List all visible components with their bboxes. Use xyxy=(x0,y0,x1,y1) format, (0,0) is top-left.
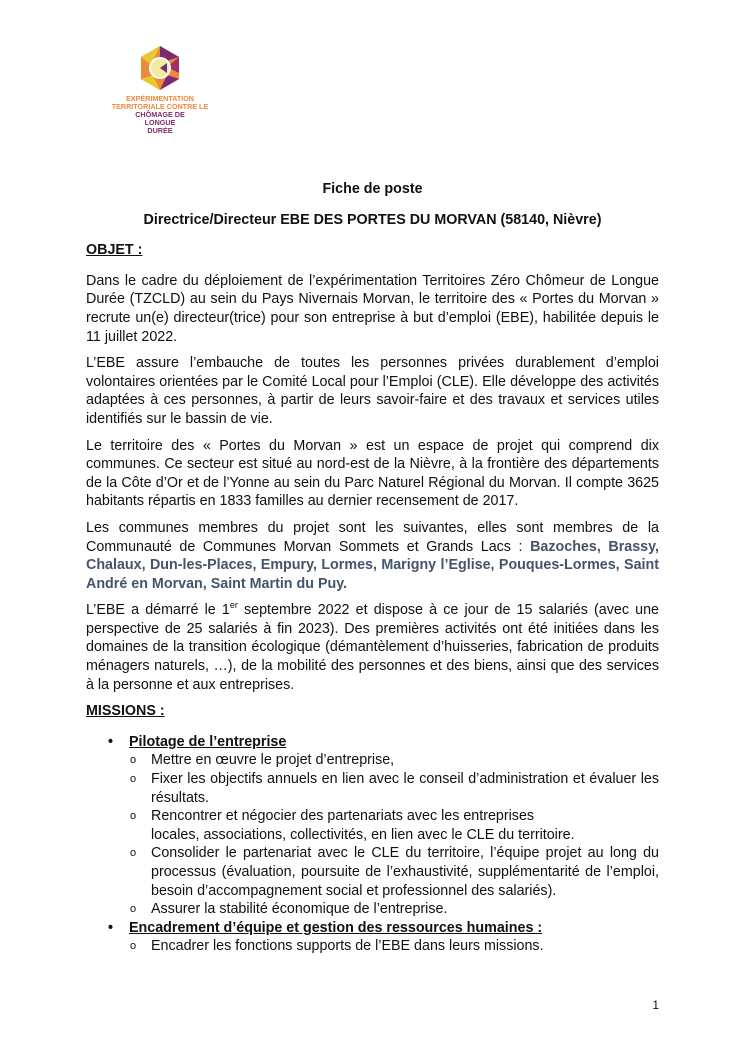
mission-item: o Rencontrer et négocier des partenariats avec les entreprises locales, associations, collectivités, en lien avec le CLE du territoire. xyxy=(86,807,659,844)
objet-heading: OBJET : xyxy=(86,242,143,259)
paragraph-territory: Le territoire des « Portes du Morvan » est un espace de projet qui comprend dix communes. Ce secteur est situé au nord-est de la Nièvre, à la frontière des départements de la Côte d’Or et de l’Yonne au sein du Parc Naturel Régional du Morvan. Il compte 3625 habitants répartis en 1833 familles au dernier recensement de 2017. xyxy=(86,437,659,510)
hexagon-logo-icon xyxy=(137,45,183,91)
mission-item: o Mettre en œuvre le projet d’entreprise, xyxy=(86,751,659,770)
mission-item: o Fixer les objectifs annuels en lien avec le conseil d’administration et évaluer les résultats. xyxy=(86,770,659,807)
paragraph-communes xyxy=(86,519,659,593)
document-body xyxy=(86,180,659,1035)
mission-title: • Pilotage de l’entreprise xyxy=(86,733,659,752)
communes-list: Bazoches, Brassy, Chalaux, Dun-les-Places, Empury, Lormes, Marigny l’Eglise, Pouques-Lormes, Saint André en Morvan, Saint Martin du Puy. xyxy=(86,538,659,592)
activities-text-a: L’EBE a démarré le 1 xyxy=(86,602,230,619)
ordinal-suffix: er xyxy=(229,600,238,611)
logo-line: CHÔMAGE DE xyxy=(135,110,185,119)
missions-list xyxy=(86,733,659,956)
logo-line: LONGUE xyxy=(144,118,176,127)
mission-title: • Encadrement d’équipe et gestion des ressources humaines : xyxy=(86,919,659,938)
mission-item: o Consolider le partenariat avec le CLE du territoire, l’équipe projet au long du processus (évaluation, poursuite de l’exhaustivité, supplémentarité de l’emploi, besoin d’accompagnement social et professionnel des salariés). xyxy=(86,844,659,900)
activities-text-b: septembre 2022 et dispose à ce jour de 15 salariés (avec une perspective de 25 salariés à fin 2023). Des premières activités ont été initiées dans les domaines de la transition écologique (démantèlement d’huisseries, fabrication de produits ménagers naturels, …), de la mobilité des personnes et des biens, ainsi que des services à la personne et aux entreprises. xyxy=(86,602,659,693)
logo-line: EXPÉRIMENTATION xyxy=(125,94,195,103)
document-title: Fiche de poste xyxy=(322,181,423,197)
paragraph-activities xyxy=(86,601,659,694)
document-subtitle: Directrice/Directeur EBE DES PORTES DU MORVAN (58140, Nièvre) xyxy=(143,211,602,228)
paragraph-context: Dans le cadre du déploiement de l’expérimentation Territoires Zéro Chômeur de Longue Durée (TZCLD) au sein du Pays Nivernais Morvan, le territoire des « Portes du Morvan » recrute un(e) directeur(trice) pour son entreprise à but d’emploi (EBE), habilitée depuis le 11 juillet 2022. xyxy=(86,272,659,345)
paragraph-ebe: L’EBE assure l’embauche de toutes les personnes privées durablement d’emploi volontaires orientées par le Comité Local pour l’Emploi (CLE). Elle développe des activités adaptées à ces personnes, à partir de leurs savoir-faire et des travaux et services utiles identifiés sur le bassin de vie. xyxy=(86,355,659,427)
communes-intro: Les communes membres du projet sont les suivantes, elles sont membres de la Communauté de Communes Morvan Sommets et Grands Lacs : xyxy=(86,519,659,555)
logo-line: DURÉE xyxy=(147,126,173,135)
mission-item: o Encadrer les fonctions supports de l’EBE dans leurs missions. xyxy=(86,937,659,956)
mission-item: o Assurer la stabilité économique de l’entreprise. xyxy=(86,900,659,919)
logo-line: TERRITORIALE CONTRE LE xyxy=(111,102,209,111)
missions-heading: MISSIONS : xyxy=(86,703,165,720)
tzcld-logo xyxy=(110,45,210,135)
page-number: 1 xyxy=(652,997,659,1012)
